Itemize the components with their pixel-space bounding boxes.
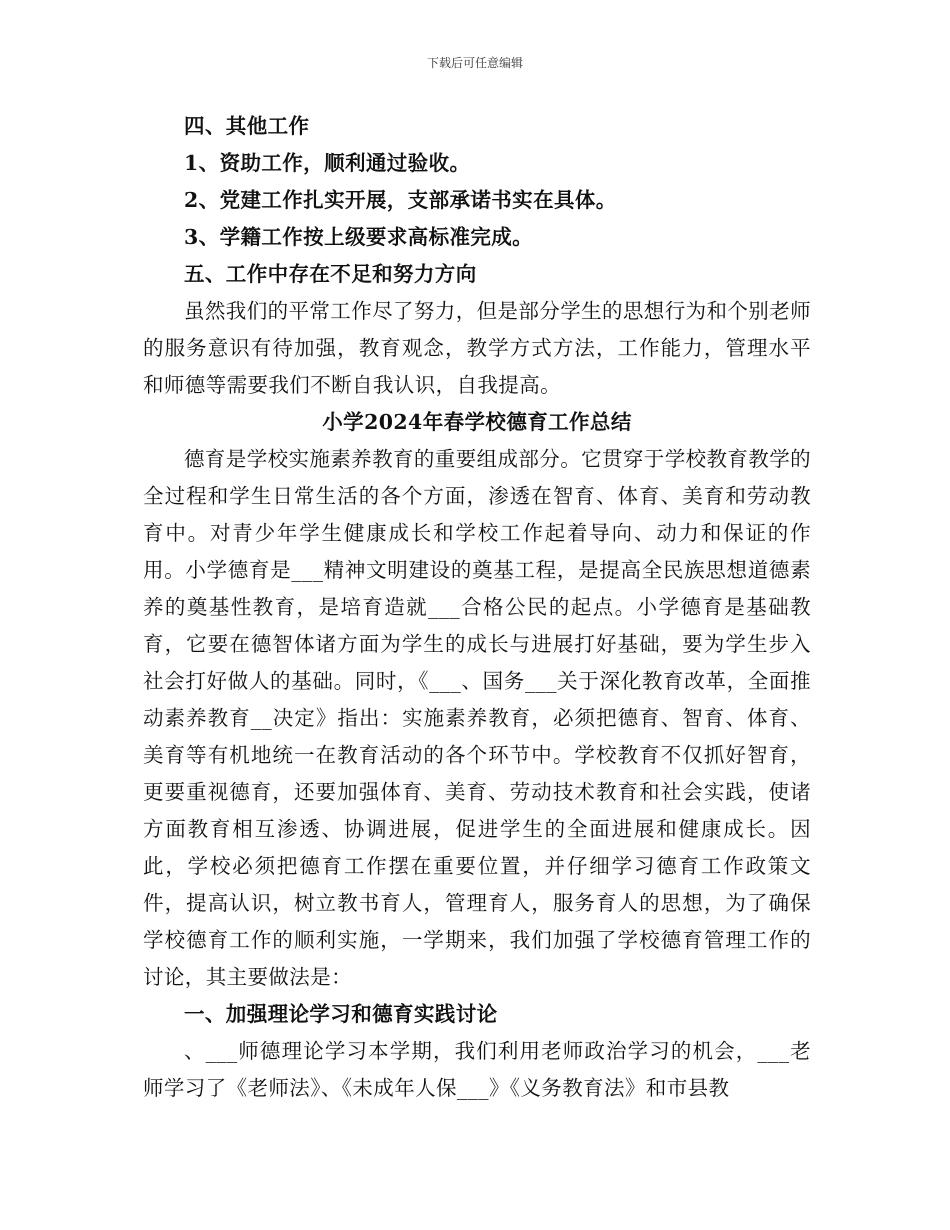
section-heading-other-work: 四、其他工作 [184, 114, 310, 138]
section-heading-theory-study: 一、加强理论学习和德育实践讨论 [184, 1002, 498, 1026]
document-body [143, 108, 811, 1107]
paragraph-moral-education: 德育是学校实施素养教育的重要组成部分。它贯穿于学校教育教学的全过程和学生日常生活的各个方面，渗透在智育、体育、美育和劳动教育中。对青少年学生健康成长和学校工作起着导向、动力和保证的作用。小学德育是___精神文明建设的奠基工程，是提高全民族思想道德素养的奠基性教育，是培育造就___合格公民的起点。小学德育是基础教育，它要在德智体诸方面为学生的成长与进展打好基础，要为学生步入社会打好做人的基础。同时，《___、国务___关于深化教育改革，全面推动素养教育__决定》指出：实施素养教育，必须把德育、智育、体育、美育等有机地统一在教育活动的各个环节中。学校教育不仅抓好智育，更要重视德育，还要加强体育、美育、劳动技术教育和社会实践，使诸方面教育相互渗透、协调进展，促进学生的全面进展和健康成长。因此，学校必须把德育工作摆在重要位置，并仔细学习德育工作政策文件，提高认识，树立教书育人，管理育人，服务育人的思想，为了确保学校德育工作的顺利实施，一学期来，我们加强了学校德育管理工作的讨论，其主要做法是： [143, 447, 811, 989]
paragraph-teacher-ethics: 、___师德理论学习本学期，我们利用老师政治学习的机会，___老师学习了《老师法》、《未成年人保___》《义务教育法》和市县教 [143, 1039, 811, 1100]
list-item-funding: 1、资助工作，顺利通过验收。 [184, 151, 471, 175]
list-item-party-building: 2、党建工作扎实开展，支部承诺书实在具体。 [184, 188, 617, 212]
page-header: 下载后可任意编辑 [426, 56, 523, 70]
section-heading-shortcomings: 五、工作中存在不足和努力方向 [184, 262, 477, 286]
list-item-student-records: 3、学籍工作按上级要求高标准完成。 [184, 225, 534, 249]
document-title: 小学2024年春学校德育工作总结 [322, 410, 632, 434]
paragraph-shortcomings: 虽然我们的平常工作尽了努力，但是部分学生的思想行为和个别老师的服务意识有待加强，教育观念，教学方式方法，工作能力，管理水平和师德等需要我们不断自我认识，自我提高。 [143, 299, 811, 397]
